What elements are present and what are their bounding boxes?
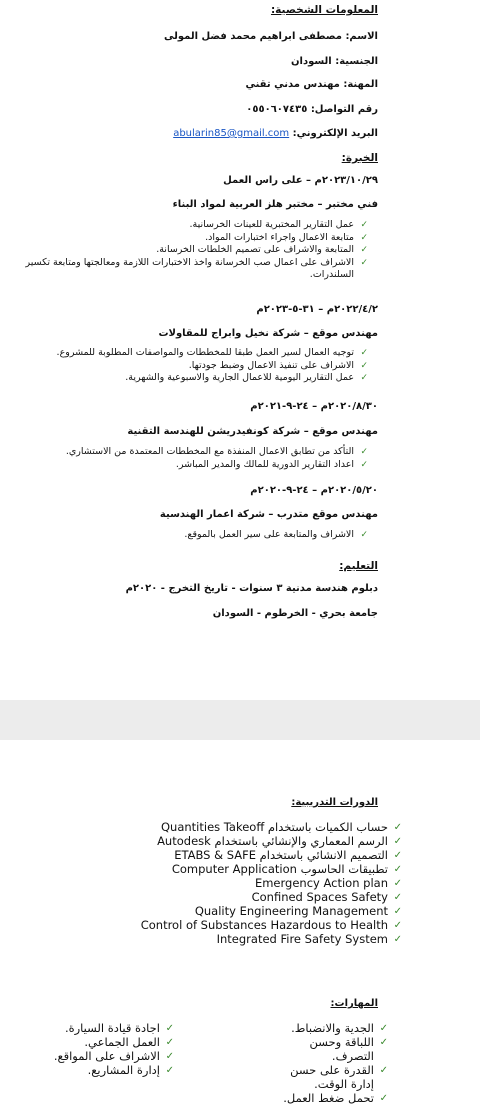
list-item: ✓ العمل الجماعي. (84, 1035, 174, 1049)
job-title: مهندس موقع متدرب – شركة اعمار الهندسية (159, 509, 378, 520)
check-icon: ✓ (360, 348, 368, 358)
check-icon: ✓ (360, 447, 368, 457)
page-separator (0, 700, 480, 740)
list-item: ✓ متابعة الاعمال واجراء اختبارات المواد. (205, 231, 368, 243)
list-item: ✓ تحمل ضغط العمل. (283, 1091, 388, 1105)
check-icon: ✓ (393, 836, 402, 847)
list-item: ✓ عمل التقارير المختبرية للعينات الخرسانية. (189, 219, 368, 230)
job-title: فني مختبر – مختبر هلز العربية لمواد البناء (172, 199, 378, 210)
skills-heading: المهارات: (330, 998, 378, 1009)
check-icon: ✓ (360, 232, 368, 243)
check-icon: ✓ (165, 1023, 174, 1034)
profession-value: مهندس مدني تقني (245, 79, 340, 90)
list-item: ✓ التأكد من تطابق الاعمال المنفذة مع المخططات المعتمدة من الاستشاري. (65, 446, 368, 457)
list-item: ✓ القدرة على حسن إدارة الوقت. (290, 1063, 388, 1091)
check-icon: ✓ (393, 850, 402, 861)
check-icon: ✓ (379, 1023, 388, 1034)
education-university: جامعة بحري - الخرطوم - السودان (212, 608, 378, 619)
job-task-list (0, 219, 368, 282)
list-item: ✓ اعداد التقارير الدورية للمالك والمدير المباشر. (175, 458, 368, 470)
education-heading: التعليم: (339, 560, 378, 572)
list-item: ✓ الاشراف والمتابعة على سير العمل بالموقع. (184, 529, 368, 540)
check-icon: ✓ (393, 878, 402, 889)
name-label: الاسم: (345, 31, 378, 42)
check-icon: ✓ (379, 1065, 388, 1076)
check-icon: ✓ (165, 1065, 174, 1076)
education-degree: دبلوم هندسة مدنية ٣ سنوات - تاريخ التخرج - ٢٠٢٠م (125, 583, 378, 594)
phone-line (246, 104, 378, 115)
list-item: ✓ الاشراف على المواقع. (53, 1049, 174, 1063)
experience-heading: الخبرة: (341, 152, 378, 164)
list-item: ✓ الرسم المعماري والإنشائي باستخدام Autodesk (157, 834, 402, 848)
check-icon: ✓ (360, 373, 368, 383)
phone-value: ٠٥٥٠٦٠٧٤٣٥ (246, 104, 308, 115)
check-icon: ✓ (360, 245, 368, 255)
profession-label: المهنة: (343, 79, 378, 90)
email-link[interactable]: abularin85@gmail.com (173, 128, 290, 139)
name-value: مصطفى ابراهيم محمد فضل المولى (164, 31, 342, 42)
check-icon: ✓ (165, 1051, 174, 1062)
email-line (173, 128, 378, 139)
check-icon: ✓ (393, 892, 402, 903)
list-item: ✓ الجدية والانضباط. (291, 1021, 388, 1035)
check-icon: ✓ (393, 906, 402, 917)
list-item: ✓ الاشراف على تنفيذ الاعمال وضبط جودتها. (188, 359, 368, 371)
nationality-value: السودان (290, 56, 332, 67)
job-period: ٢٠٢٠/٥/٢٠م – ٢٤-٩-٢٠٢٠م (250, 485, 378, 496)
job-task-list (0, 529, 368, 542)
list-item: ✓ المتابعة والاشراف على تصميم الخلطات الخرسانة. (156, 244, 368, 255)
skills-list-right (270, 1021, 388, 1105)
list-item: ✓ Integrated Fire Safety System (216, 932, 402, 946)
list-item: ✓ التصميم الانشائي باستخدام ETABS & SAFE (174, 848, 402, 862)
job-task-list (0, 347, 368, 385)
list-item: ✓ الاشراف على اعمال صب الخرسانة واخذ الاختبارات اللازمة ومعالجتها ومتابعة تكسير السلندرات. (25, 256, 368, 280)
cv-page-2 (0, 740, 480, 1110)
check-icon: ✓ (360, 220, 368, 230)
job-title: مهندس موقع – شركة كونفيدريشن للهندسة التقنية (127, 426, 378, 437)
check-icon: ✓ (165, 1037, 174, 1048)
personal-info-heading: المعلومات الشخصية: (270, 4, 378, 16)
profession-line (245, 79, 378, 90)
nationality-label: الجنسية: (335, 56, 378, 67)
check-icon: ✓ (393, 920, 402, 931)
job-title: مهندس موقع – شركة نخيل وابراج للمقاولات (158, 328, 378, 339)
check-icon: ✓ (393, 822, 402, 833)
list-item: ✓ Emergency Action plan (254, 876, 402, 890)
check-icon: ✓ (393, 934, 402, 945)
check-icon: ✓ (360, 459, 368, 470)
check-icon: ✓ (379, 1037, 388, 1048)
job-task-list (0, 446, 368, 471)
list-item: ✓ توجيه العمال لسير العمل طبقا للمخططات والمواصفات المطلوبة للمشروع. (56, 347, 368, 358)
job-period: ٢٠٢٠/٨/٣٠م – ٢٤-٩-٢٠٢١م (250, 401, 378, 412)
list-item: ✓ Confined Spaces Safety (251, 890, 402, 904)
job-period: ٢٠٢٢/٤/٢م – ٣١-٥-٢٠٢٣م (256, 304, 378, 315)
list-item: ✓ حساب الكميات باستخدام Quantities Takeoff (160, 820, 402, 834)
phone-label: رقم التواصل: (310, 104, 378, 115)
list-item: ✓ Quality Engineering Management (194, 904, 402, 918)
job-period: ٢٠٢٣/١٠/٢٩م – على راس العمل (223, 175, 378, 186)
check-icon: ✓ (360, 257, 368, 268)
list-item: ✓ اللباقة وحسن التصرف. (309, 1035, 388, 1063)
list-item: ✓ اجادة قيادة السيارة. (64, 1021, 174, 1035)
check-icon: ✓ (379, 1093, 388, 1104)
check-icon: ✓ (360, 530, 368, 540)
nationality-line (291, 56, 378, 67)
name-line (164, 31, 378, 42)
list-item: ✓ تطبيقات الحاسوب Computer Application (171, 862, 402, 876)
courses-list (141, 820, 402, 946)
list-item: ✓ Control of Substances Hazardous to Health (140, 918, 402, 932)
list-item: ✓ إدارة المشاريع. (87, 1063, 174, 1077)
email-label: البريد الإلكتروني: (292, 128, 378, 139)
skills-list-left (24, 1021, 174, 1077)
list-item: ✓ عمل التقارير اليومية للاعمال الجارية والاسبوعية والشهرية. (125, 372, 368, 383)
check-icon: ✓ (360, 360, 368, 371)
check-icon: ✓ (393, 864, 402, 875)
courses-heading: الدورات التدريبية: (291, 797, 378, 808)
